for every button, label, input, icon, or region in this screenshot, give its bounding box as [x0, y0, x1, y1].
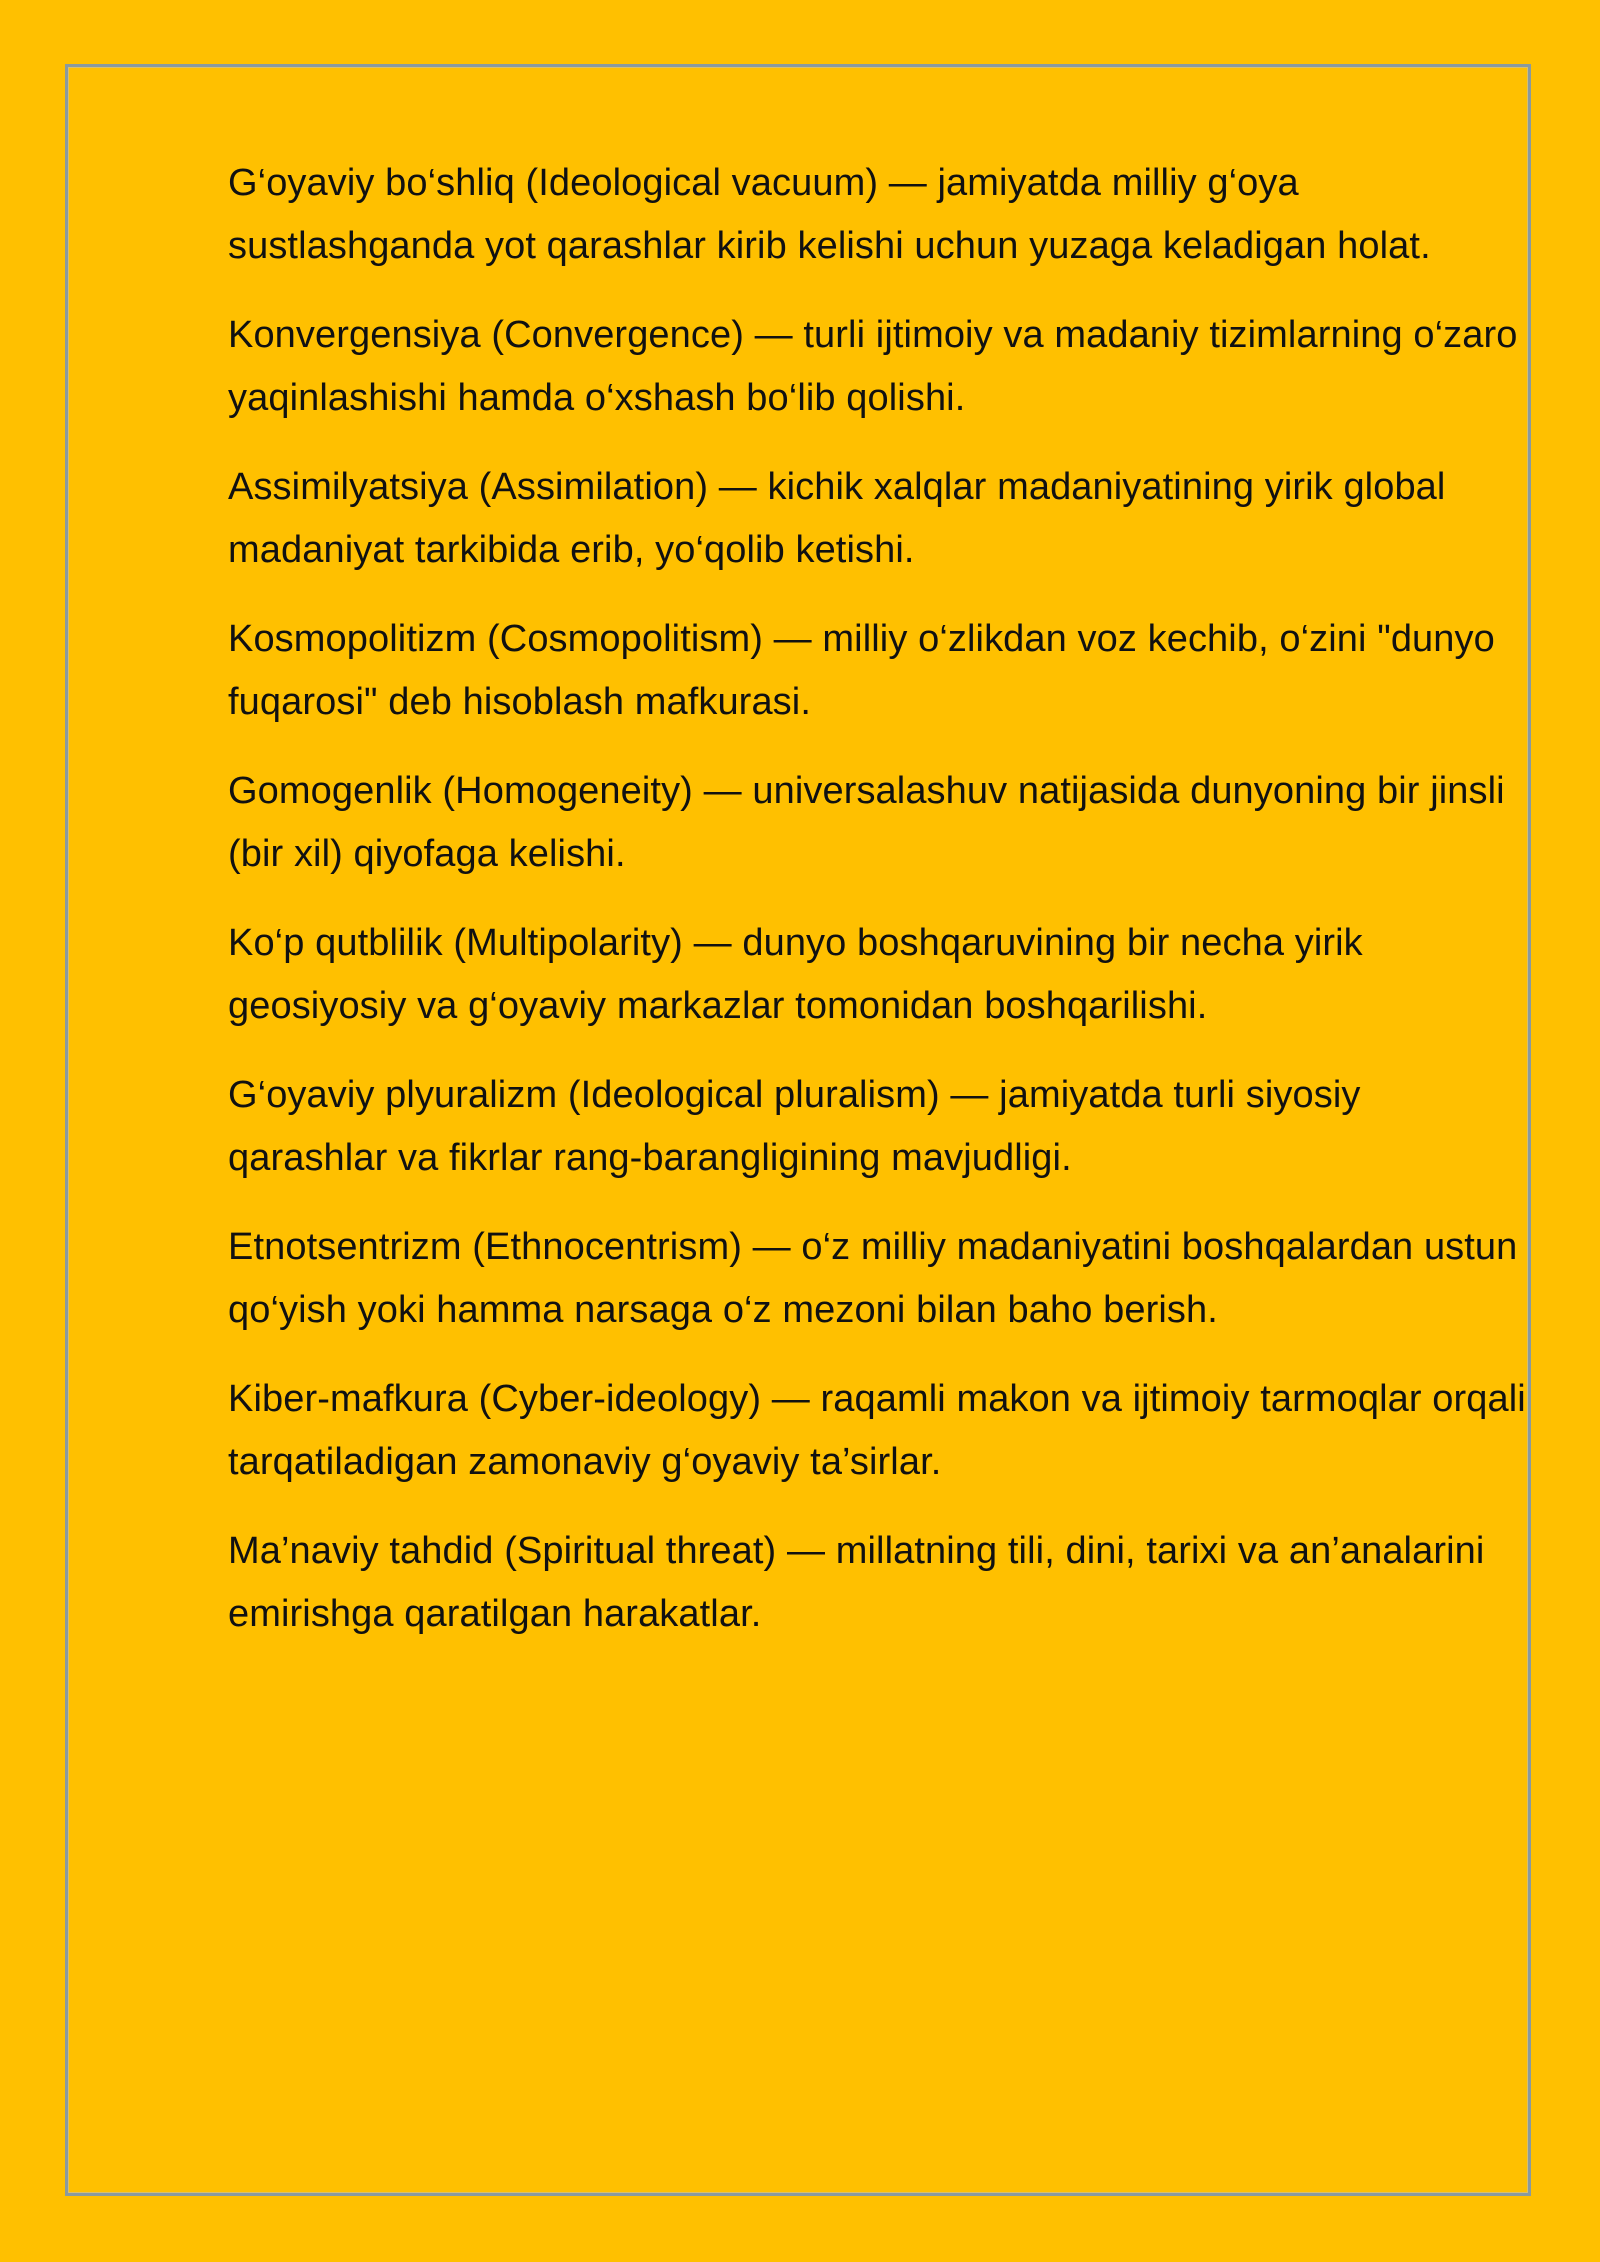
glossary-term-ethnocentrism: Etnotsentrizm (Ethnocentrism) — o‘z milliy madaniyatini boshqalardan ustun qo‘yish yoki hamma narsaga o‘z mezoni bilan baho berish.: [228, 1226, 1518, 1331]
glossary-content: [228, 152, 1528, 1672]
glossary-term-convergence: Konvergensiya (Convergence) — turli ijtimoiy va madaniy tizimlarning o‘zaro yaqinlashishi hamda o‘xshash bo‘lib qolishi.: [228, 314, 1518, 419]
glossary-term-spiritual-threat: Ma’naviy tahdid (Spiritual threat) — millatning tili, dini, tarixi va an’analarini emirishga qaratilgan harakatlar.: [228, 1530, 1485, 1635]
glossary-term-ideological-vacuum: G‘oyaviy bo‘shliq (Ideological vacuum) — jamiyatda milliy g‘oya sustlashganda yot qarashlar kirib kelishi uchun yuzaga keladigan holat.: [228, 162, 1431, 267]
glossary-term-multipolarity: Ko‘p qutblilik (Multipolarity) — dunyo boshqaruvining bir necha yirik geosiyosiy va g‘oyaviy markazlar tomonidan boshqarilishi.: [228, 922, 1363, 1027]
glossary-term-cosmopolitism: Kosmopolitizm (Cosmopolitism) — milliy o‘zlikdan voz kechib, o‘zini "dunyo fuqarosi" deb hisoblash mafkurasi.: [228, 618, 1495, 723]
glossary-term-homogeneity: Gomogenlik (Homogeneity) — universalashuv natijasida dunyoning bir jinsli (bir xil) qiyofaga kelishi.: [228, 770, 1505, 875]
glossary-term-cyber-ideology: Kiber-mafkura (Cyber-ideology) — raqamli makon va ijtimoiy tarmoqlar orqali tarqatiladigan zamonaviy g‘oyaviy ta’sirlar.: [228, 1378, 1526, 1483]
glossary-term-assimilation: Assimilyatsiya (Assimilation) — kichik xalqlar madaniyatining yirik global madaniyat tarkibida erib, yo‘qolib ketishi.: [228, 466, 1446, 571]
glossary-term-ideological-pluralism: G‘oyaviy plyuralizm (Ideological pluralism) — jamiyatda turli siyosiy qarashlar va fikrlar rang-barangligining mavjudligi.: [228, 1074, 1361, 1179]
